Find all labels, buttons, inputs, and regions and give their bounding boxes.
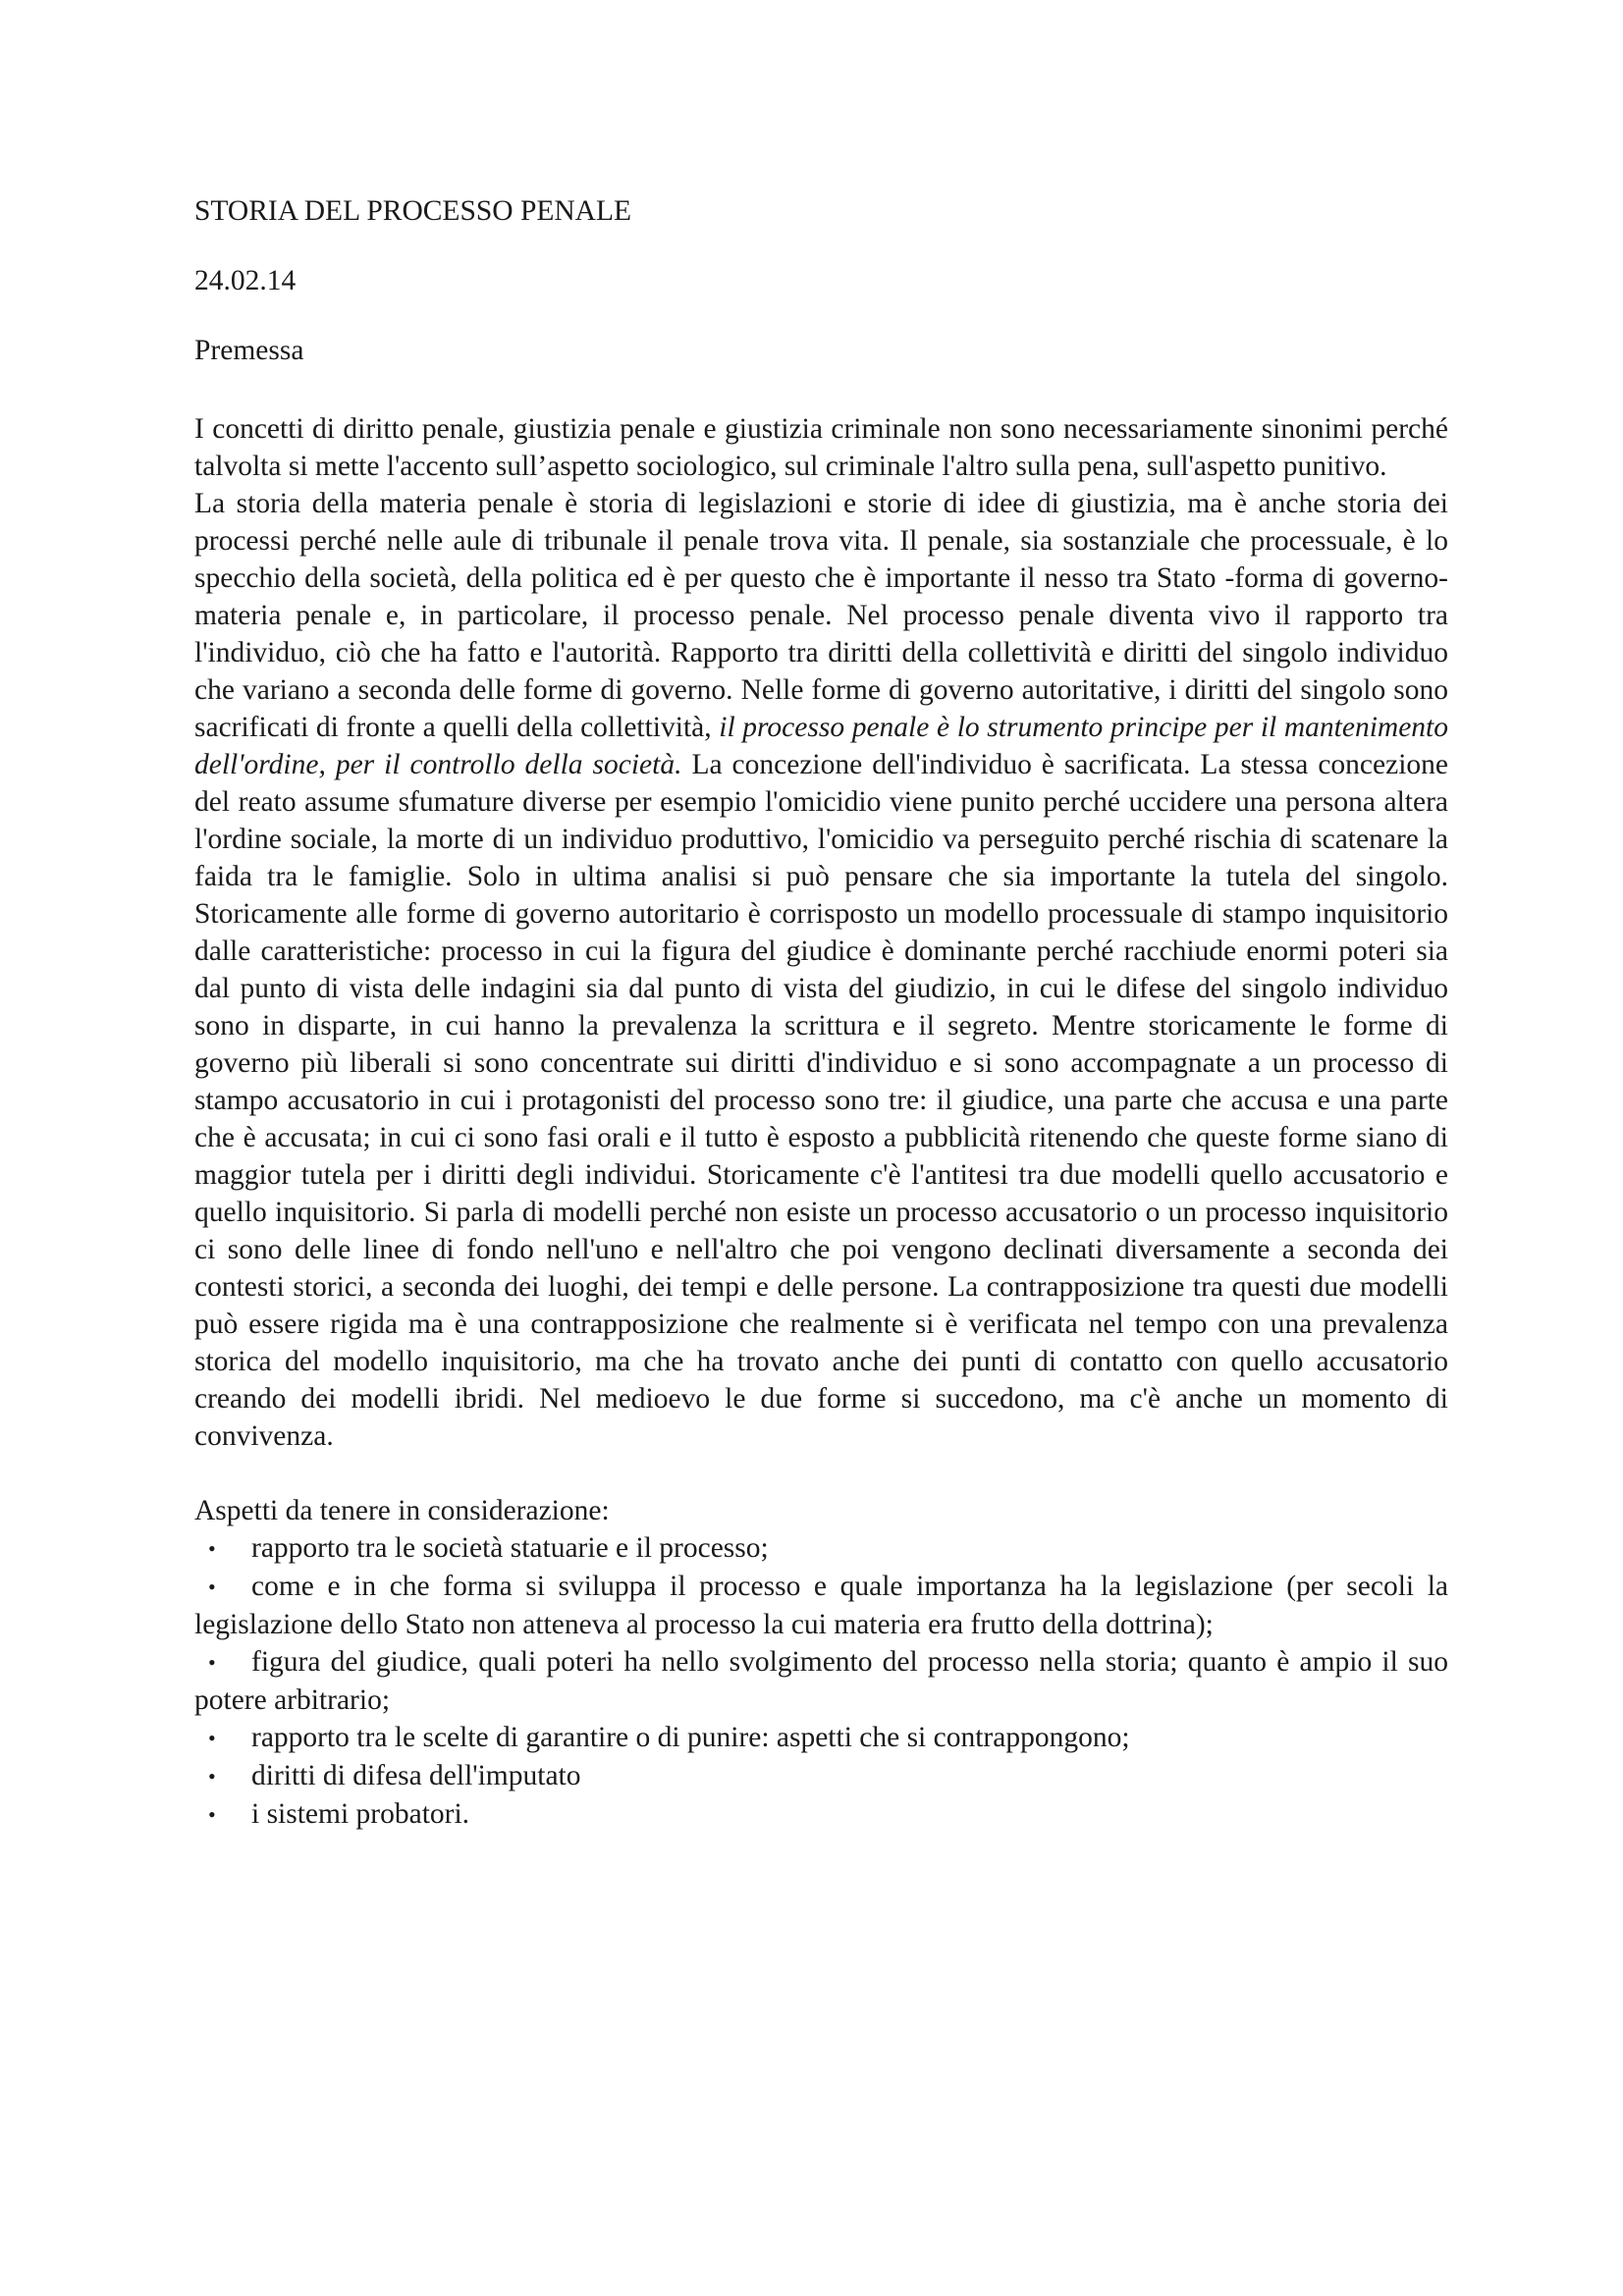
list-item-text: figura del giudice, quali poteri ha nello svolgimento del processo nella storia; quanto è ampio il suo potere arbitrario;	[194, 1646, 1448, 1716]
list-item	[194, 1529, 1448, 1568]
document-date: 24.02.14	[194, 265, 297, 296]
aspects-heading: Aspetti da tenere in considerazione:	[194, 1495, 610, 1526]
list-item-text: i sistemi probatori.	[251, 1798, 470, 1830]
bullet-icon: •	[208, 1536, 216, 1561]
paragraph-2	[194, 485, 1448, 1455]
list-item	[194, 1568, 1448, 1643]
bullet-icon: •	[208, 1764, 216, 1789]
bullet-icon: •	[208, 1726, 216, 1750]
list-item-text: come e in che forma si sviluppa il processo e quale importanza ha la legislazione (per secoli la legislazione dello Stato non atteneva al processo la cui materia era frutto della dottrina);	[194, 1571, 1448, 1640]
list-item	[194, 1643, 1448, 1719]
list-item-text: rapporto tra le società statuarie e il processo;	[251, 1532, 769, 1564]
list-item-text: rapporto tra le scelte di garantire o di punire: aspetti che si contrappongono;	[251, 1722, 1130, 1753]
body-text	[194, 410, 1448, 1455]
section-heading: Premessa	[194, 335, 304, 366]
list-item-text: diritti di difesa dell'imputato	[251, 1760, 581, 1791]
bullet-icon: •	[208, 1650, 216, 1675]
paragraph-1: I concetti di diritto penale, giustizia penale e giustizia criminale non sono necessariamente sinonimi perché talvolta si mette l'accento sull’aspetto sociologico, sul criminale l'altro sulla pena, sull'aspetto punitivo.	[194, 413, 1448, 482]
document-title: STORIA DEL PROCESSO PENALE	[194, 195, 632, 227]
aspects-section	[194, 1492, 1448, 1834]
paragraph-2-part-2: La concezione dell'individuo è sacrificata. La stessa concezione del reato assume sfumature diverse per esempio l'omicidio viene punito perché uccidere una persona altera l'ordine sociale, la morte di un individuo produttivo, l'omicidio va perseguito perché rischia di scatenare la faida tra le famiglie. Solo in ultima analisi si può pensare che sia importante la tutela del singolo. Storicamente alle forme di governo autoritario è corrisposto un modello processuale di stampo inquisitorio dalle caratteristiche: processo in cui la figura del giudice è dominante perché racchiude enormi poteri sia dal punto di vista delle indagini sia dal punto di vista del giudizio, in cui le difese del singolo individuo sono in disparte, in cui hanno la prevalenza la scrittura e il segreto. Mentre storicamente le forme di governo più liberali si sono concentrate sui diritti d'individuo e si sono accompagnate a un processo di stampo accusatorio in cui i protagonisti del processo sono tre: il giudice, una parte che accusa e una parte che è accusata; in cui ci sono fasi orali e il tutto è esposto a pubblicità ritenendo che queste forme siano di maggior tutela per i diritti degli individui. Storicamente c'è l'antitesi tra due modelli quello accusatorio e quello inquisitorio. Si parla di modelli perché non esiste un processo accusatorio o un processo inquisitorio ci sono delle linee di fondo nell'uno e nell'altro che poi vengono declinati diversamente a seconda dei contesti storici, a seconda dei luoghi, dei tempi e delle persone. La contrapposizione tra questi due modelli può essere rigida ma è una contrapposizione che realmente si è verificata nel tempo con una prevalenza storica del modello inquisitorio, ma che ha trovato anche dei punti di contatto con quello accusatorio creando dei modelli ibridi. Nel medioevo le due forme si succedono, ma c'è anche un momento di convivenza.	[194, 749, 1448, 1452]
bullet-icon: •	[208, 1802, 216, 1827]
document-page	[194, 192, 1448, 1834]
aspects-list	[194, 1529, 1448, 1834]
list-item	[194, 1719, 1448, 1757]
bullet-icon: •	[208, 1575, 216, 1599]
list-item	[194, 1757, 1448, 1795]
paragraph-2-italic: il processo penale è lo strumento principe per il mantenimento dell'ordine, per il controllo della società.	[194, 712, 1448, 780]
paragraph-2-part-1: La storia della materia penale è storia di legislazioni e storie di idee di giustizia, ma è anche storia dei processi perché nelle aule di tribunale il penale trova vita. Il penale, sia sostanziale che processuale, è lo specchio della società, della politica ed è per questo che è importante il nesso tra Stato -forma di governo-materia penale e, in particolare, il processo penale. Nel processo penale diventa vivo il rapporto tra l'individuo, ciò che ha fatto e l'autorità. Rapporto tra diritti della collettività e diritti del singolo individuo che variano a seconda delle forme di governo. Nelle forme di governo autoritative, i diritti del singolo sono sacrificati di fronte a quelli della collettività,	[194, 488, 1448, 743]
list-item	[194, 1795, 1448, 1834]
